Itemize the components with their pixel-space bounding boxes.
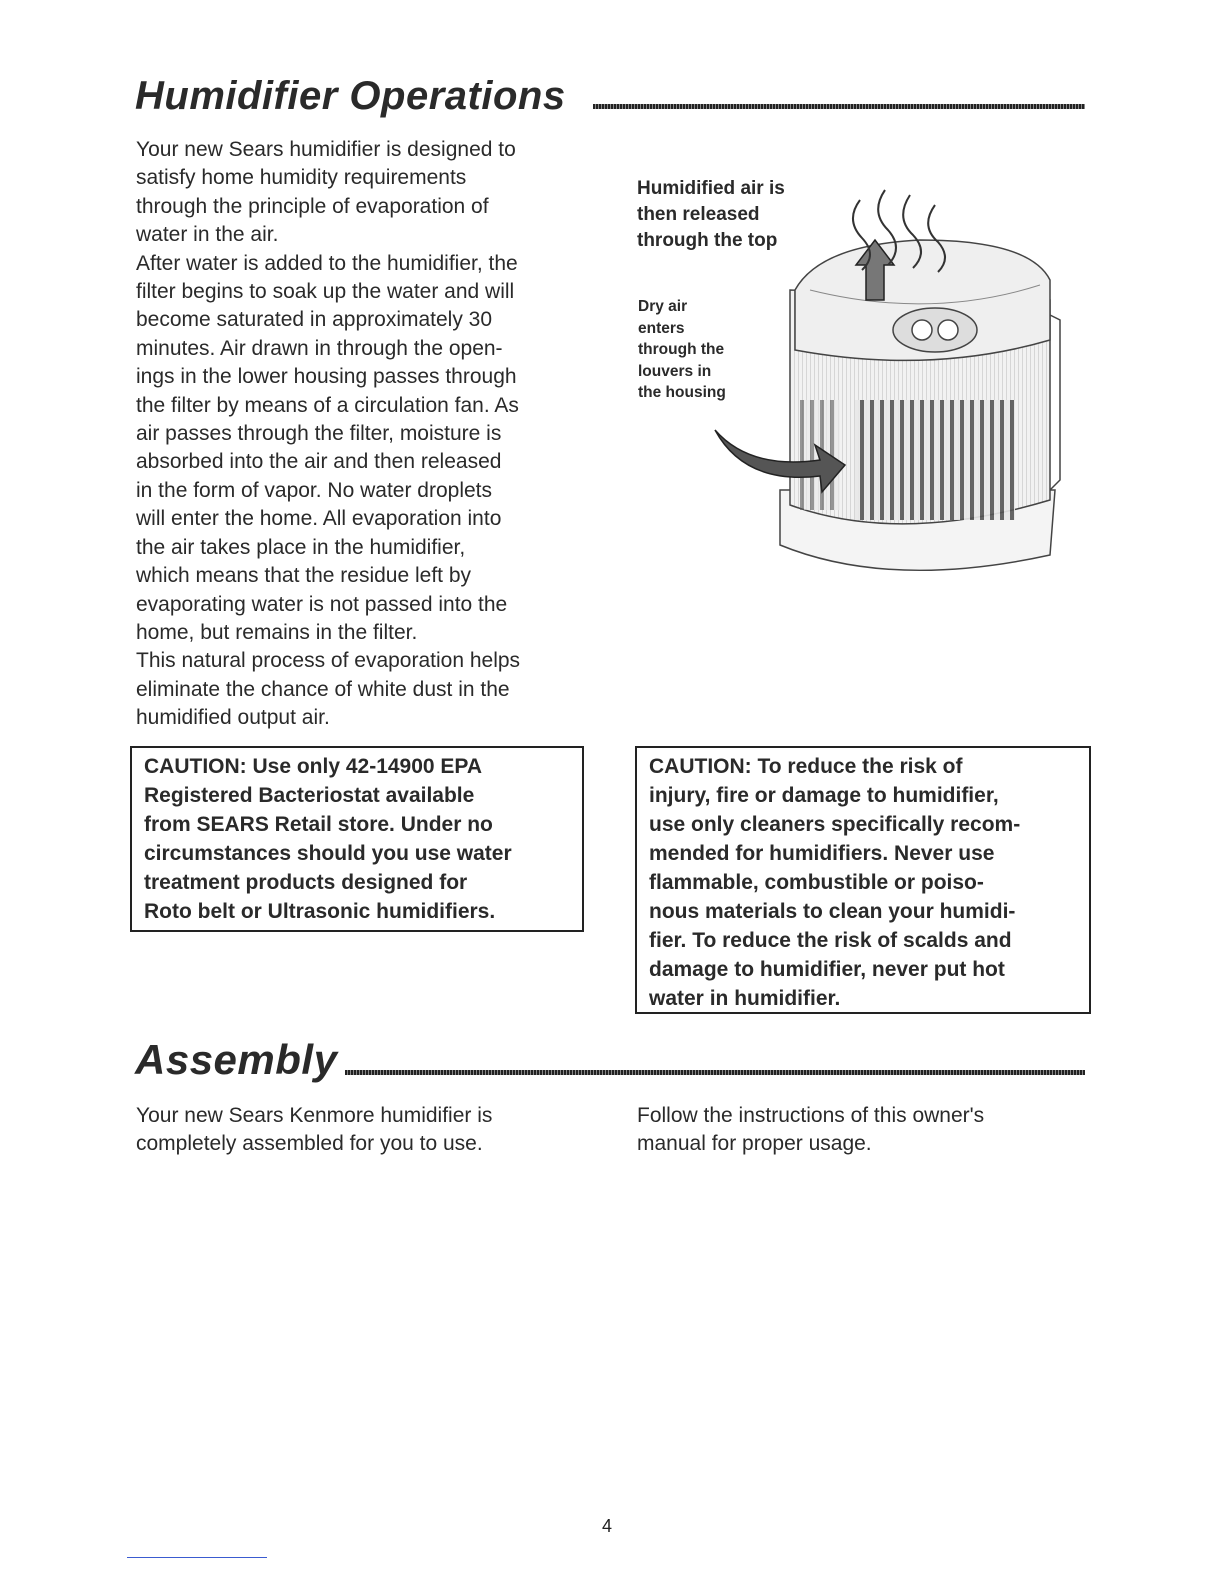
operations-body-text: Your new Sears humidifier is designed to satisfy home humidity requirements through the principle of evaporation of water in the air. After water is added to the humidifier, the filter begins to soak up the water and will become saturated in approximately 30 minutes. Air drawn in through the open- ings in the lower housing passes through the filter by means of a circulation fan. As air passes through the filter, moisture is absorbed into the air and then released in the form of vapor. No water droplets will enter the home. All evaporation into the air takes place in the humidifier, which means that the residue left by evaporating water is not passed into the home, but remains in the filter. This natural process of evaporation helps eliminate the chance of white dust in the humidified output air. (136, 138, 521, 730)
figure-label-side: Dry air enters through the louvers in the housing (638, 298, 726, 401)
caution-box-cleaners: CAUTION: To reduce the risk of injury, fire or damage to humidifier, use only cleaners specifically recom- mended for humidifiers. Never use flammable, combustible or poiso- nous materials to clean your humidi- fier. To reduce the risk of scalds and damage to humidifier, never put hot water in humidifier. (635, 746, 1091, 1014)
figure-label-top: Humidified air is then released through the top (637, 178, 785, 251)
assembly-heading-rule (345, 1070, 1085, 1075)
assembly-text-right: Follow the instructions of this owner's manual for proper usage. (637, 1104, 985, 1156)
bottom-rule (127, 1557, 267, 1558)
assembly-heading: Assembly (135, 1036, 338, 1083)
assembly-text-left: Your new Sears Kenmore humidifier is completely assembled for you to use. (136, 1104, 493, 1156)
heading-rule (593, 104, 1085, 109)
page-number: 4 (602, 1516, 613, 1536)
caution-box-bacteriostat: CAUTION: Use only 42-14900 EPA Registered Bacteriostat available from SEARS Retail store. Under no circumstances should you use water treatment products designed for Roto belt or Ultrasonic humidifiers. (130, 746, 584, 932)
page-title: Humidifier Operations (135, 74, 566, 118)
